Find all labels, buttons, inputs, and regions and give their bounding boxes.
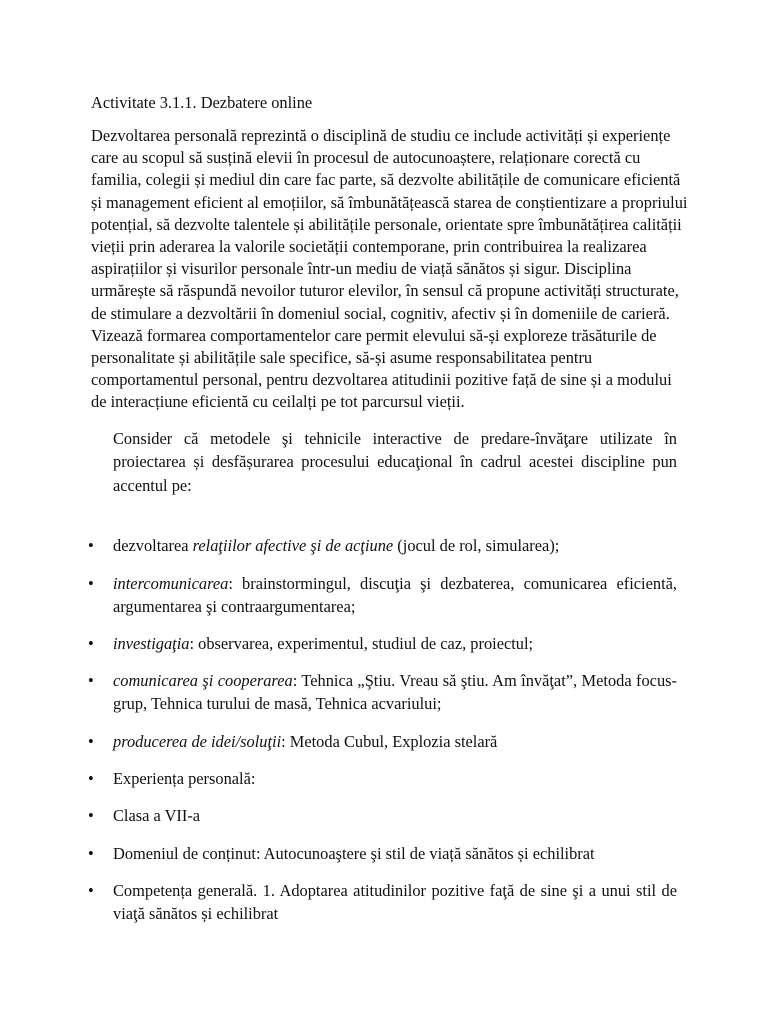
bullet-text-emphasis: investigaţia <box>113 634 190 653</box>
bullet-text-post: : Tehnica „Ştiu. Vreau să ştiu. Am învăţat”, Metoda focus-grup, Tehnica turului de masă, Tehnica acvariului; <box>113 671 677 714</box>
bullet-text-pre: Clasa a VII-a <box>113 806 201 825</box>
bullet-text-emphasis: relaţiilor afective şi de acţiune <box>192 536 394 555</box>
intro-paragraph: Dezvoltarea personală reprezintă o disciplină de studiu ce include activități și experiențe care au scopul să susțină elevii în procesul de autocunoaștere, relaționare corectă cu familia, colegii și mediul din care fac parte, să dezvolte abilitățile de comunicare eficientă și management eficient al emoțiilor, să îmbunătățească starea de conștientizare a propriului potențial, să dezvolte talentele și abilitățile personale, orientate spre îmbunătățirea calității vieții prin aderarea la valorile societății contemporane, prin contribuirea la realizarea aspirațiilor și visurilor personale într-un mediu de viață sănătos și sigur. Disciplina urmărește să răspundă nevoilor tuturor elevilor, în sensul că propune activități structurate, de stimulare a dezvoltării în domeniul social, cognitiv, afectiv și în domeniile de carieră. Vizează formarea comportamentelor care permit elevului să-și exploreze trăsăturile de personalitate și abilitățile sale specifice, să-și asume responsabilitatea pentru comportamentul personal, pentru dezvoltarea atitudinii pozitive față de sine și a modului de interacțiune eficientă cu ceilalți pe tot parcursul vieții. <box>91 126 688 412</box>
bullet-text-pre: Domeniul de conținut: Autocunoaştere şi stil de viață sănătos și echilibrat <box>113 844 595 863</box>
bullet-icon: • <box>88 536 94 555</box>
bullet-text-emphasis: intercomunicarea <box>113 574 229 593</box>
bullet-item-general-competence <box>88 879 677 926</box>
bullet-item-idea-production <box>88 730 677 753</box>
bullet-icon: • <box>88 769 94 788</box>
bullet-text-emphasis: comunicarea şi cooperarea <box>113 671 293 690</box>
bullet-icon: • <box>88 634 94 653</box>
bullet-item-intercommunication <box>88 572 677 619</box>
bullet-icon: • <box>88 844 94 863</box>
bullet-icon: • <box>88 574 94 593</box>
bullet-text-post: : brainstormingul, discuţia şi dezbaterea, comunicarea eficientă, argumentarea şi contraargumentarea; <box>113 574 677 617</box>
bullet-item-personal-experience <box>88 767 677 790</box>
bullet-icon: • <box>88 732 94 751</box>
bullet-text-post: (jocul de rol, simularea); <box>393 536 560 555</box>
bullet-item-grade <box>88 804 677 827</box>
bullet-text-pre: Competența generală. 1. Adoptarea atitudinilor pozitive faţă de sine şi a unui stil de viaţă sănătos și echilibrat <box>113 881 677 924</box>
bullet-icon: • <box>88 806 94 825</box>
bullet-text-post: : Metoda Cubul, Explozia stelară <box>281 732 498 751</box>
bullet-text-emphasis: producerea de idei/soluţii <box>113 732 282 751</box>
methods-lead-paragraph: Consider că metodele şi tehnicile interactive de predare-învăţare utilizate în proiectarea și desfășurarea procesului educaţional în cadrul acestei discipline pun accentul pe: <box>113 429 677 495</box>
bullet-text-pre: Experiența personală: <box>113 769 256 788</box>
bullet-icon: • <box>88 881 94 900</box>
bullet-item-communication-cooperation <box>88 669 677 716</box>
bullet-text-post: : observarea, experimentul, studiul de caz, proiectul; <box>189 634 534 653</box>
bullet-item-affective-relations <box>88 534 677 557</box>
bullet-text-pre: dezvoltarea <box>113 536 193 555</box>
activity-title: Activitate 3.1.1. Dezbatere online <box>91 93 313 112</box>
bullet-icon: • <box>88 671 94 690</box>
bullet-item-investigation <box>88 632 677 655</box>
bullet-item-content-domain <box>88 842 677 865</box>
